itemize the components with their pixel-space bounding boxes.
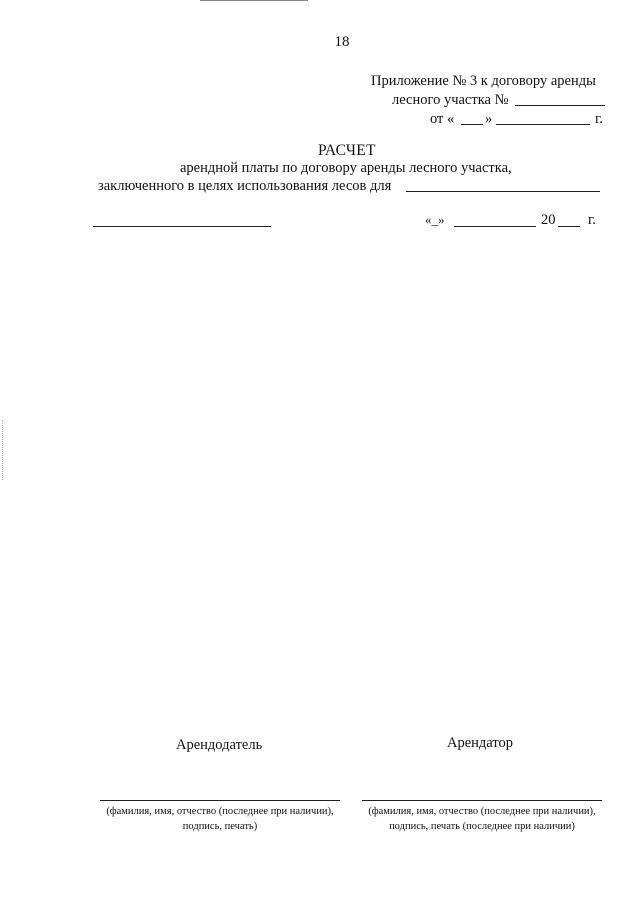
annex-date-close: » (485, 111, 493, 127)
annex-year-suffix: г. (595, 111, 603, 127)
lessor-caption-line-1: (фамилия, имя, отчество (последнее при наличии), (106, 806, 334, 817)
date-month-blank[interactable] (454, 226, 536, 227)
date-year-prefix: 20 (541, 212, 556, 228)
annex-date-open: от « (430, 111, 455, 127)
lessee-signature-caption (354, 804, 610, 834)
page-number: 18 (334, 34, 350, 50)
scan-edge-line (200, 0, 308, 1)
date-suffix: г. (588, 212, 596, 228)
lessor-caption-line-2: подпись, печать) (182, 821, 258, 832)
annex-line-1: Приложение № 3 к договору аренды (371, 73, 596, 89)
lessee-caption-line-2: подпись, печать (последнее при наличии) (389, 821, 575, 832)
lessee-signature-line[interactable] (362, 800, 602, 801)
document-title: РАСЧЕТ (318, 142, 376, 159)
lessor-label: Арендодатель (176, 737, 263, 753)
lessee-caption-line-1: (фамилия, имя, отчество (последнее при наличии), (368, 806, 596, 817)
annex-line-2: лесного участка № (392, 92, 509, 108)
annex-month-blank[interactable] (496, 124, 590, 125)
document-subtitle-line-2: заключенного в целях использования лесов для (98, 178, 392, 194)
lessor-signature-line[interactable] (100, 800, 340, 801)
scan-edge-marks (2, 420, 4, 480)
annex-day-blank[interactable] (461, 124, 483, 125)
annex-line-3 (430, 111, 454, 128)
date-year-blank[interactable] (558, 226, 580, 227)
purpose-blank[interactable] (406, 191, 600, 192)
lessor-signature-caption (92, 804, 348, 834)
contract-number-blank[interactable] (515, 105, 605, 106)
date-day: «_» (425, 212, 445, 227)
document-subtitle-line-1: арендной платы по договору аренды лесного участка, (180, 160, 512, 176)
lessee-label: Арендатор (447, 735, 514, 751)
place-blank[interactable] (93, 226, 271, 227)
